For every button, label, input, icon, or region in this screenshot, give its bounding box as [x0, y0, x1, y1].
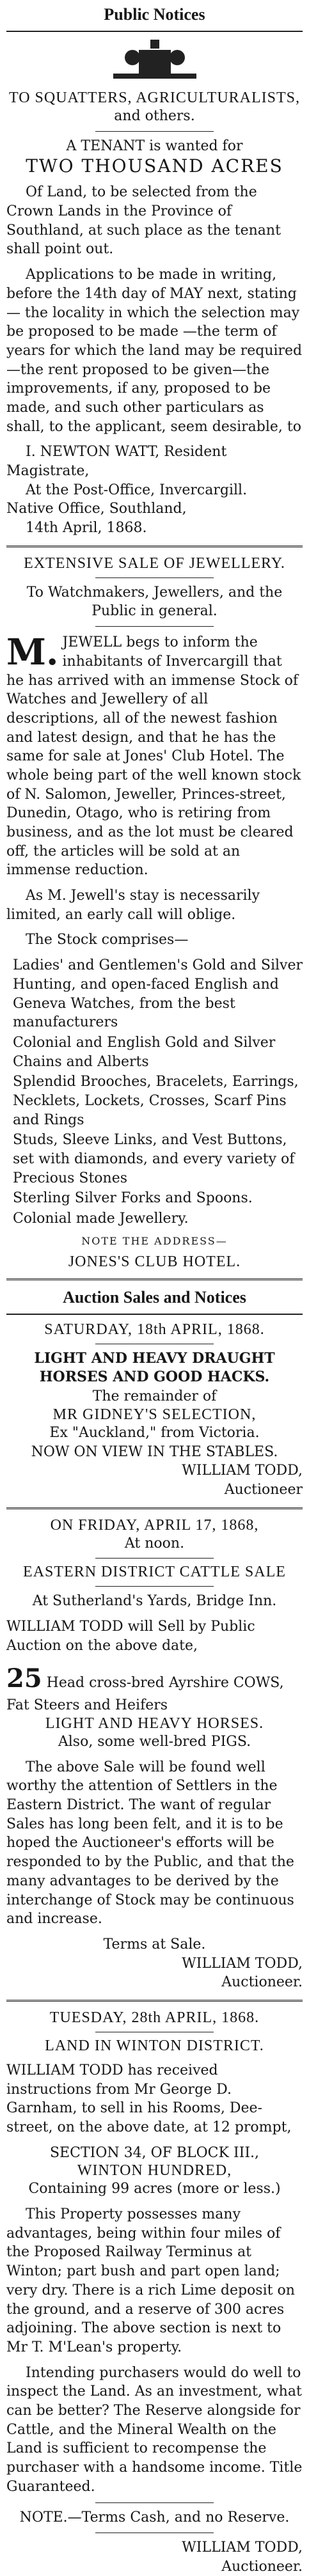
paragraph: Of Land, to be selected from the Crown Lands in the Province of Southland, at such place as the tenant shall point out. — [6, 184, 281, 258]
date-heading: ON FRIDAY, APRIL 17, 1868, — [50, 1516, 259, 1534]
list-item: Sterling Silver Forks and Spoons. — [13, 1190, 253, 1207]
role: Auctioneer — [224, 1481, 303, 1498]
list-item: Ladies' and Gentlemen's Gold and Silver Hunting, and open-faced English and Geneva Watches, from the best manufacturers — [13, 957, 303, 1031]
remainder: The remainder of — [92, 1388, 217, 1405]
stock-intro: The Stock comprises— — [26, 932, 189, 948]
section: SECTION 34, OF BLOCK III., — [49, 2144, 259, 2161]
count: 25 — [6, 1663, 42, 1694]
place: At Sutherland's Yards, Bridge Inn. — [32, 1593, 277, 1610]
royal-crest-icon — [6, 38, 303, 83]
divider — [6, 2000, 303, 2002]
date: 14th April, 1868. — [26, 520, 147, 537]
date-heading: TUESDAY, 28th APRIL, 1868. — [49, 2009, 260, 2026]
ex: Ex "Auckland," from Victoria. — [49, 1424, 260, 1441]
divider — [95, 1586, 214, 1587]
list-item: Colonial and English Gold and Silver Chains and Alberts — [13, 1034, 276, 1070]
notice-subtitle: and others. — [114, 108, 195, 124]
paragraph-text: JEWELL begs to inform the inhabitants of Invercargill that he has arrived with an immense Stock of Watches and Jewellery of all descriptions, all of the newest fashion and latest design, and that he has the same for sale at Jones' Club Hotel. The whole being part of the well known stock of N. Salomon, Jeweller, Princes-street, Dunedin, Otago, who is retiring from business, and as the lot must be cleared off, the articles will be sold at an immense reduction. — [6, 634, 301, 879]
terms: Terms at Sale. — [103, 1936, 206, 1952]
stock-list — [13, 956, 303, 1229]
notice-land — [6, 2009, 303, 2576]
paragraph: Applications to be made in writing, before the 14th day of MAY next, stating— the locality in which the selection may be proposed to be made —the term of years for which the land may be required—the rent proposed to be given—the improvements, if any, proposed to be made, and such other particulars as shall, to the applicant, seem desirable, to — [6, 267, 303, 435]
paragraph: WILLIAM TODD will Sell by Public Auction on the above date, — [6, 1618, 255, 1654]
drop-cap: M. — [6, 631, 59, 674]
notice-title: LIGHT AND HEAVY DRAUGHT HORSES AND GOOD HACKS. — [34, 1349, 275, 1386]
hundred: WINTON HUNDRED, — [77, 2162, 232, 2179]
divider — [95, 131, 214, 132]
divider — [6, 1314, 303, 1315]
paragraph: As M. Jewell's stay is necessarily limited, an early call will oblige. — [6, 888, 260, 923]
cattle: Head cross-bred Ayrshire COWS, Fat Steers and Heifers — [6, 1675, 284, 1714]
notice-title: LAND IN WINTON DISTRICT. — [45, 2037, 264, 2054]
signer: I. NEWTON WATT, Resident Magistrate, — [6, 444, 227, 479]
divider — [6, 31, 303, 32]
acres-heading: TWO THOUSAND ACRES — [26, 155, 283, 177]
note: NOTE THE ADDRESS— — [81, 1234, 228, 1247]
list-item: Studs, Sleeve Links, and Vest Buttons, set with diamonds, and every variety of Precious Stones — [13, 1132, 295, 1186]
section-title: Auction Sales and Notices — [63, 1287, 246, 1307]
notice-squatters — [6, 90, 303, 538]
cattle-line — [6, 1661, 303, 1715]
divider — [95, 1558, 214, 1559]
notice-jewellery — [6, 555, 303, 1271]
list-item: Splendid Brooches, Bracelets, Earrings, Necklets, Lockets, Crosses, Scarf Pins and Rings — [13, 1074, 299, 1128]
divider — [95, 626, 214, 627]
office: Native Office, Southland, — [6, 501, 187, 517]
signer: WILLIAM TODD, — [182, 2540, 303, 2556]
paragraph: Intending purchasers would do well to inspect the Land. As an investment, what can be better? The Reserve alongside for Cattle, and the Mineral Wealth on the Land is sufficient to recompense the purchaser with a handsome income. Title Guaranteed. — [6, 2364, 303, 2495]
paragraph — [6, 633, 303, 880]
address: JONES'S CLUB HOTEL. — [68, 1253, 241, 1270]
note: NOTE.—Terms Cash, and no Reserve. — [19, 2509, 290, 2526]
page-title: Public Notices — [104, 5, 205, 24]
notice-title: EASTERN DISTRICT CATTLE SALE — [23, 1564, 286, 1581]
paragraph: WILLIAM TODD has received instructions from Mr George D. Garnham, to sell in his Rooms, Dee-street, on the above date, at 12 prompt, — [6, 2062, 292, 2135]
horses: LIGHT AND HEAVY HORSES. — [45, 1715, 264, 1732]
signer-address: At the Post-Office, Invercargill. — [26, 482, 248, 498]
acres: Containing 99 acres (more or less.) — [28, 2181, 281, 2197]
paragraph: The above Sale will be found well worthy the attention of Settlers in the Eastern District. The want of regular Sales has long been felt, and it is to be hoped the Auctioneer's efforts will be responded to by the Public, and that the many advantages to be derived by the interchange of Stock may be continuous and increase. — [6, 1759, 294, 1928]
notice-subtitle: To Watchmakers, Jewellers, and the Public in general. — [26, 584, 283, 620]
date-heading: SATURDAY, 18th APRIL, 1868. — [44, 1321, 265, 1338]
divider — [6, 546, 303, 547]
signer: WILLIAM TODD, — [182, 1463, 303, 1479]
tenant-line: A TENANT is wanted for — [66, 137, 243, 154]
time: At noon. — [124, 1535, 185, 1551]
role: Auctioneer. — [221, 2558, 303, 2575]
divider — [95, 2502, 214, 2503]
selection: MR GIDNEY'S SELECTION, — [52, 1406, 257, 1423]
divider — [6, 1507, 303, 1509]
signer: WILLIAM TODD, — [182, 1955, 303, 1972]
notice-title: TO SQUATTERS, AGRICULTURALISTS, — [8, 90, 301, 106]
paragraph: This Property possesses many advantages, being within four miles of the Proposed Railway Terminus at Winton; part bush and part open land; very dry. There is a rich Lime deposit on the ground, and a reserve of 300 acres adjoining. The above section is next to Mr T. M'Lean's property. — [6, 2206, 295, 2355]
view: NOW ON VIEW IN THE STABLES. — [31, 1443, 278, 1460]
notice-horses — [6, 1321, 303, 1500]
notice-cattle — [6, 1517, 303, 1992]
role: Auctioneer. — [221, 1974, 303, 1991]
divider — [95, 577, 214, 578]
pigs: Also, some well-bred PIGS. — [58, 1734, 251, 1750]
notice-title: EXTENSIVE SALE OF JEWELLERY. — [24, 554, 285, 572]
divider — [6, 1278, 303, 1280]
list-item: Colonial made Jewellery. — [13, 1211, 189, 1227]
